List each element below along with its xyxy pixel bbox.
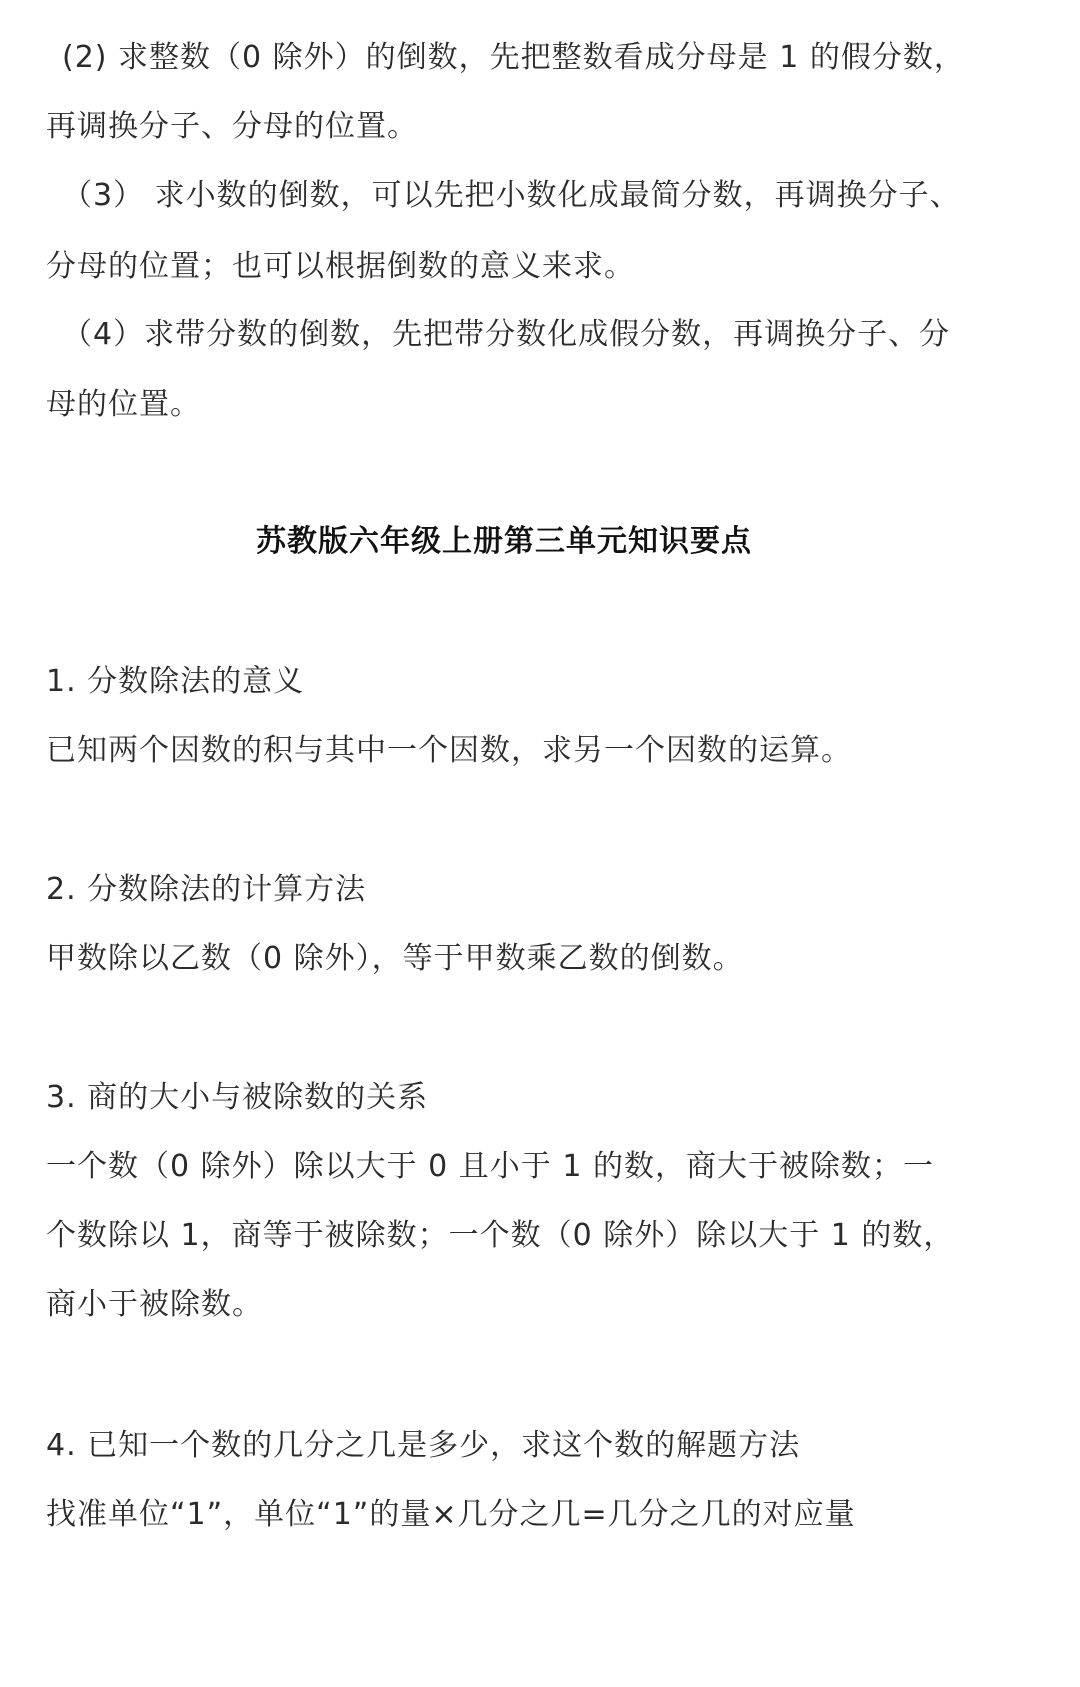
point-1-heading: 1. 分数除法的意义	[46, 664, 305, 699]
point-4-text: 找准单位“1”，单位“1”的量×几分之几=几分之几的对应量	[46, 1497, 856, 1532]
intro-item-3-line-1: （3） 求小数的倒数，可以先把小数化成最简分数，再调换分子、	[62, 178, 961, 213]
intro-item-4-line-1: （4）求带分数的倒数，先把带分数化成假分数，再调换分子、分	[62, 317, 951, 352]
point-3-heading: 3. 商的大小与被除数的关系	[46, 1080, 429, 1115]
point-3-text-line-2: 个数除以 1，商等于被除数；一个数（0 除外）除以大于 1 的数，	[46, 1218, 955, 1253]
intro-item-4-line-2: 母的位置。	[46, 387, 201, 422]
intro-item-3-line-2: 分母的位置；也可以根据倒数的意义来求。	[46, 249, 635, 284]
point-2-heading: 2. 分数除法的计算方法	[46, 872, 367, 907]
point-1-text: 已知两个因数的积与其中一个因数，求另一个因数的运算。	[46, 733, 852, 768]
point-3-text-line-1: 一个数（0 除外）除以大于 0 且小于 1 的数，商大于被除数；一	[46, 1149, 934, 1184]
point-4-heading: 4. 已知一个数的几分之几是多少，求这个数的解题方法	[46, 1428, 801, 1463]
point-2-text: 甲数除以乙数（0 除外），等于甲数乘乙数的倒数。	[46, 941, 744, 976]
section-title: 苏教版六年级上册第三单元知识要点	[256, 524, 752, 559]
intro-item-2-line-1: (2) 求整数（0 除外）的倒数，先把整数看成分母是 1 的假分数，	[62, 40, 965, 75]
point-3-text-line-3: 商小于被除数。	[46, 1287, 263, 1322]
intro-item-2-line-2: 再调换分子、分母的位置。	[46, 109, 418, 144]
